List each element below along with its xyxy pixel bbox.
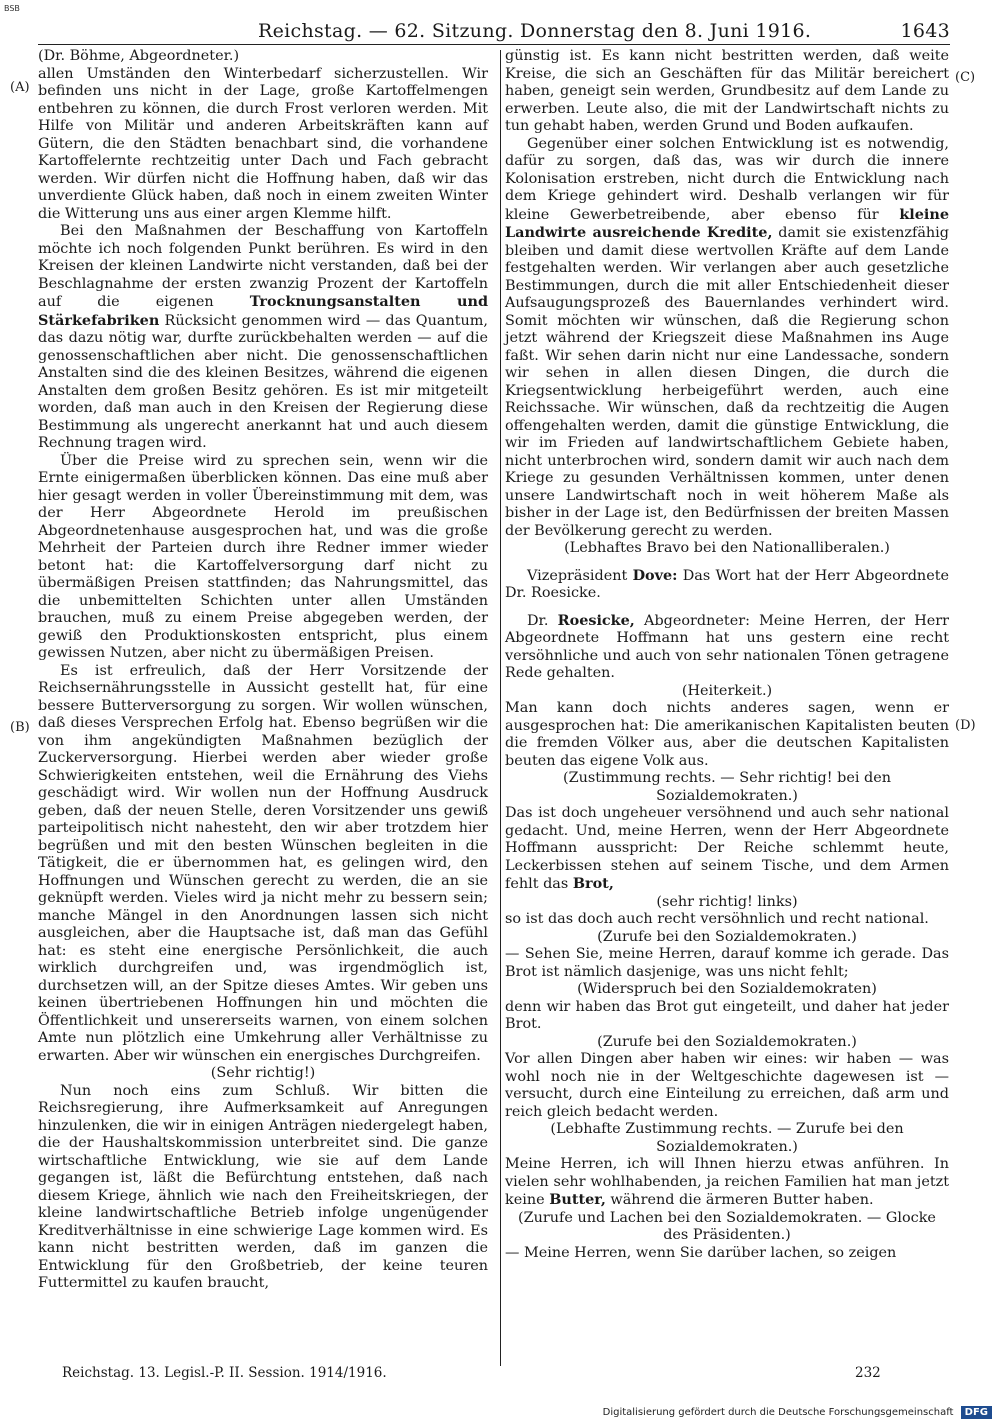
bold-phrase: Butter, [549, 1191, 606, 1208]
interjection: (Zustimmung rechts. — Sehr richtig! bei den Sozialdemokraten.) [562, 770, 892, 804]
paragraph: günstig ist. Es kann nicht bestritten werden, daß weite Kreise, die sich an Geschäften für das Militär bereichert haben, geneigt sein werden, Grundbesitz auf dem Lande zu erwerben. Leute also, die mit der Landwirtschaft nichts zu tun gehabt haben, werden Grund und Boden aufkaufen. [505, 48, 949, 134]
margin-mark-c: (C) [955, 70, 976, 85]
sheet-number: 232 [855, 1365, 881, 1381]
header-rule [38, 44, 950, 45]
margin-mark-b: (B) [10, 720, 30, 735]
paragraph: allen Umständen den Winterbedarf sicherzustellen. Wir befinden uns nicht in der Lage, große Kartoffelmengen entbehren zu können, die durch Frost verloren werden. Mit Hilfe von Militär und anderen Arbeitskräften kann auf Gütern, die den Städten benachbart sind, die vorhandene Kartoffelernte rechtzeitig unter Dach und Fach gebracht werden. Wir dürfen nicht die Hoffnung haben, daß wir das unverdiente Glück haben, daß noch in einem zweiten Winter die Witterung uns aus einer argen Klemme hilft. [38, 65, 488, 222]
margin-mark-d: (D) [955, 718, 976, 733]
paragraph: Nun noch eins zum Schluß. Wir bitten die Reichsregierung, ihre Aufmerksamkeit auf Anregungen hinzulenken, die wir in einigen Anträgen niedergelegt haben, die der Haushaltskommission unterbreitet sind. Die ganze wirtschaftliche Entwicklung, wie sie auf dem Lande gegangen ist, läßt die Befürchtung entstehen, daß nach diesem Kriege, ähnlich wie nach den Freiheitskriegen, der kleine landwirtschaftliche Betrieb infolge ungenügender Kreditverhältnisse in eine schwierige Lage kommen wird. Es kann nicht bestritten werden, daß im ganzen die Entwicklung für den Großbetrieb, der keine teuren Futtermittel zu kaufen braucht, [38, 1082, 488, 1291]
library-mark: BSB [4, 4, 20, 13]
paragraph: Vor allen Dingen aber haben wir eines: wir haben — was wohl noch nie in der Weltgeschichte dagewesen ist — versucht, durch eine Einteilung zu erreichen, daß arm und reich gleich bedacht werden. [505, 1051, 949, 1120]
interjection: (Sehr richtig!) [210, 1065, 316, 1081]
speaker-name: Roesicke, [557, 611, 635, 629]
interjection: (Zurufe bei den Sozialdemokraten.) [597, 1033, 857, 1050]
margin-mark-a: (A) [10, 80, 30, 95]
right-column [505, 48, 949, 1262]
paragraph: denn wir haben das Brot gut eingeteilt, und daher hat jeder Brot. [505, 998, 949, 1032]
interjection: (Lebhafte Zustimmung rechts. — Zurufe bei den Sozialdemokraten.) [550, 1121, 904, 1155]
interjection: (Lebhaftes Bravo bei den Nationalliberalen.) [564, 540, 890, 556]
paragraph: Meine Herren, ich will Ihnen hierzu etwas anführen. In vielen sehr wohlhabenden, ja reichen Familien hat man jetzt keine Butter, während die ärmeren Butter haben. [505, 1156, 949, 1208]
bold-phrase: kleine Landwirte ausreichende Kredite, [505, 205, 950, 241]
bold-phrase: Brot, [572, 875, 614, 892]
paragraph: Bei den Maßnahmen der Beschaffung von Kartoffeln möchte ich noch folgenden Punkt berühren. Es wird in den Kreisen der kleinen Landwirte nicht verstanden, daß bei der Beschlagnahme der ersten zwanzig Prozent der Kartoffeln auf die eigenen Trocknungsanstalten und Stärkefabriken Rücksicht genommen wird — das Quantum, das dazu nötig war, durfte zurückbehalten werden — auf die genossenschaftlichen aber nicht. Die genossenschaftlichen Anstalten sind die des kleinen Besitzes, während die eigenen Anstalten dem großen Besitz gehören. Es ist mir mitgeteilt worden, daß man auch in den Kreisen der Regierung diese Bestimmung als ungerecht anerkannt hat und auch diesem Rechnung tragen wird. [38, 223, 489, 451]
paragraph: Es ist erfreulich, daß der Herr Vorsitzende der Reichsernährungsstelle in Aussicht gestellt hat, für eine bessere Butterversorgung zu sorgen. Wir wollen wünschen, daß dieses Versprechen Erfolg hat. Ebenso begrüßen wir die von ihm angekündigten Maßnahmen bezüglich der Zuckerversorgung. Hierbei werden aber wieder große Schwierigkeiten entstehen, weil die Ernährung des Viehs geschädigt wird. Wir wollen nun der Hoffnung Ausdruck geben, daß der neuen Stelle, deren Vorsitzender uns gewiß parteipolitisch nicht nahesteht, den wir aber trotzdem hier begrüßen und mit den besten Wünschen begleiten in die Tätigkeit, die er übernommen hat, es gelingen wird, den Hoffnungen und Wünschen gerecht zu werden, die an sie geknüpft werden. Vieles wird ja nicht mehr zu bessern sein; manche Mängel in den Anordnungen lassen sich nicht ausgleichen, aber die Hauptsache ist, daß man das Gefühl hat: es steht eine energische Persönlichkeit, die auch wirklich durchgreifen und, was irgendmöglich ist, durchsetzen will, an der Spitze dieses Amtes. Wir geben uns keinen übertriebenen Hoffnungen hin und möchten die Öffentlichkeit und unsererseits warnen, von einem solchen Amte nun plötzlich eine Umkehrung aller Verhältnisse zu erwarten. Aber wir wünschen ein energisches Durchgreifen. [38, 662, 488, 1064]
speaker-continuation: (Dr. Böhme, Abgeordneter.) [38, 48, 240, 64]
left-column [38, 48, 488, 1293]
paragraph: — Meine Herren, wenn Sie darüber lachen, so zeigen [505, 1244, 897, 1261]
paragraph: so ist das doch auch recht versöhnlich und recht national. [505, 911, 929, 927]
page-number: 1643 [900, 20, 950, 42]
interjection: (Heiterkeit.) [681, 682, 773, 699]
interjection: (Widerspruch bei den Sozialdemokraten) [577, 981, 877, 997]
funding-note [603, 1406, 992, 1419]
paragraph: — Sehen Sie, meine Herren, darauf komme ich gerade. Das Brot ist nämlich dasjenige, was uns nicht fehlt; [505, 946, 949, 980]
bold-phrase: Trocknungsanstalten und Stärkefabriken [38, 293, 489, 329]
speaker-name: Dove: [632, 566, 678, 584]
funding-text: Digitalisierung gefördert durch die Deutsche Forschungsgemeinschaft [602, 1407, 954, 1418]
running-title: Reichstag. — 62. Sitzung. Donnerstag den 8. Juni 1916. [258, 20, 812, 42]
vice-president-statement: Vizepräsident Dove: Das Wort hat der Herr Abgeordnete Dr. Roesicke. [505, 566, 950, 601]
speech-opening: Dr. Roesicke, Abgeordneter: Meine Herren, der Herr Abgeordnete Hoffmann hat uns gestern eine recht versöhnliche und auch von sehr nationalen Tönen getragene Rede gehalten. [505, 611, 950, 681]
dfg-logo: DFG [961, 1406, 992, 1419]
column-divider [500, 50, 501, 1366]
page-footer [62, 1365, 950, 1385]
interjection: (sehr richtig! links) [656, 893, 798, 910]
interjection: (Zurufe bei den Sozialdemokraten.) [597, 928, 857, 945]
paragraph: Über die Preise wird zu sprechen sein, wenn wir die Ernte einigermaßen überblicken können. Das eine muß aber hier gesagt werden in voller Übereinstimmung mit dem, was der Herr Abgeordnete Herold im preußischen Abgeordnetenhause ausgesprochen hat, und was die große Mehrheit der Parteien durch ihre Redner immer wieder betont hat: die Kartoffelversorgung darf nicht zu übermäßigen Preisen stattfinden; das Nahrungsmittel, das die unbemittelten Schichten unter allen Umständen brauchen, muß zu einem Preise abgegeben werden, der gewiß den Produktionskosten entspricht, plus einem gewissen Nutzen, aber nicht zu übermäßigen Preisen. [38, 452, 488, 661]
interjection: (Zurufe und Lachen bei den Sozialdemokraten. — Glocke des Präsidenten.) [518, 1209, 936, 1243]
session-info: Reichstag. 13. Legisl.-P. II. Session. 1914/1916. [62, 1365, 387, 1381]
paragraph: Gegenüber einer solchen Entwicklung ist es notwendig, dafür zu sorgen, daß das, was wir durch die innere Kolonisation erstreben, nicht durch die Entwicklung nach dem Kriege gehindert wird. Deshalb verlangen wir für kleine Gewerbetreibende, aber ebenso für kleine Landwirte ausreichende Kredite, damit sie existenzfähig bleiben und damit diese wertvollen Kräfte auf dem Lande festgehalten werden. Wir verlangen aber auch gesetzliche Bestimmungen, durch die mit aller Entschiedenheit dieser Aufsaugungsprozeß des Bauernlandes verhindert wird. Somit möchten wir wünschen, daß die Regierung schon jetzt während der Kriegszeit diese Maßnahmen ins Auge faßt. Wir sehen darin nicht nur eine Landessache, sondern wir sehen in allen diesen Dingen, die durch die Kriegsentwicklung herbeigeführt werden, auch eine Reichssache. Wir wünschen, daß da rechtzeitig die Augen offengehalten werden, damit die günstige Entwicklung, die wir im Frieden auf landwirtschaftlichem Gebiete haben, nicht unterbrochen wird, sondern damit wir auch nach dem Kriege zu gesunden Verhältnissen kommen, unter denen unsere Landwirtschaft noch in weit höherem Maße als bisher in der Lage ist, den Bedürfnissen der breiten Massen der Bevölkerung gerecht zu werden. [505, 135, 950, 539]
paragraph: Das ist doch ungeheuer versöhnend und auch sehr national gedacht. Und, meine Herren, wenn der Herr Abgeordnete Hoffmann ausspricht: Der Reiche schlemmt heute, Leckerbissen stehen auf seinem Tische, und dem Armen fehlt das Brot, [505, 805, 949, 892]
paragraph: Man kann doch nichts anderes sagen, wenn er ausgesprochen hat: Die amerikanischen Kapitalisten beuten die fremden Völker aus, aber die deutschen Kapitalisten beuten das eigene Volk aus. [505, 700, 949, 769]
